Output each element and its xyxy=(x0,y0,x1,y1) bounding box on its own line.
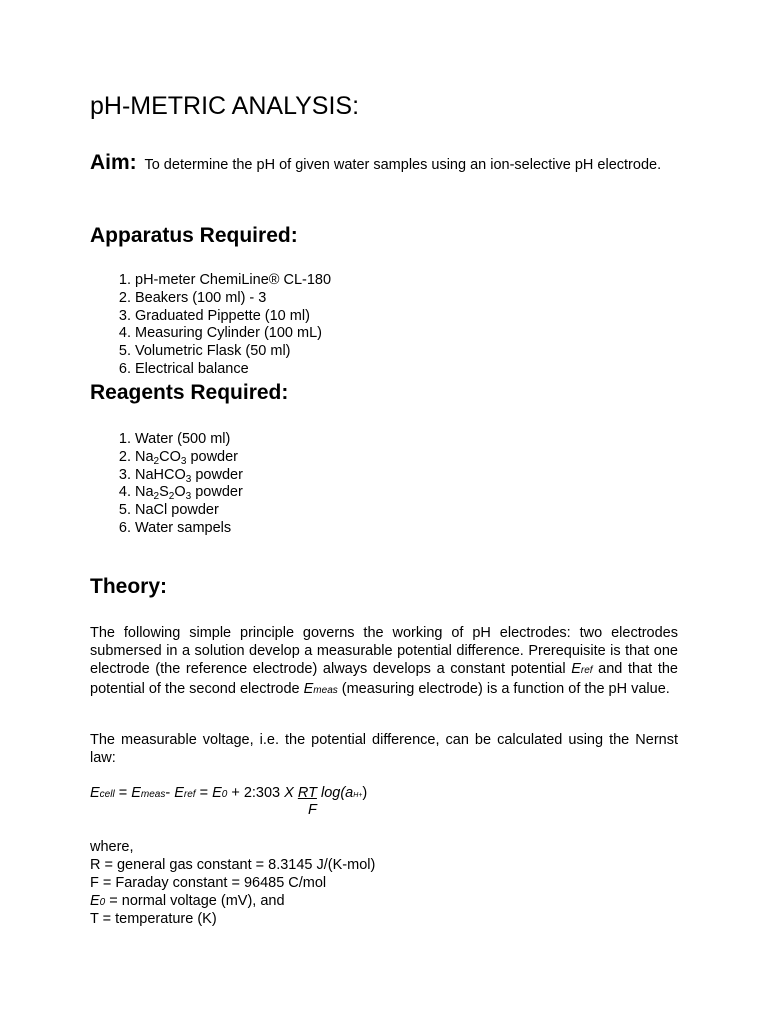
eref-subscript: ref xyxy=(580,665,593,676)
reagent-text: Na xyxy=(135,484,154,501)
def-t: T = temperature (K) xyxy=(90,911,217,927)
times-symbol: X xyxy=(284,785,298,801)
ref-eq-subscript: ref xyxy=(183,789,196,800)
apparatus-item: 5. Volumetric Flask (50 ml) xyxy=(135,343,331,361)
reagent-item xyxy=(135,431,243,449)
emeas-symbol: E xyxy=(303,681,314,697)
formula-subscript: 2 xyxy=(153,491,160,503)
h-subscript: H+ xyxy=(353,792,363,799)
reagent-text: Na xyxy=(135,448,154,465)
reagent-text: NaHCO xyxy=(135,466,186,483)
plus-constant: + 2:303 xyxy=(227,785,285,801)
theory-text-a: The following simple principle governs the working of pH electrodes: two electrodes submersed in a solution develop a measurable potential difference. Prerequisite is that one electrode (the reference electrode) always develops a constant potential xyxy=(90,625,678,677)
reagent-text: Water (500 ml) xyxy=(135,431,231,447)
eref-symbol: E xyxy=(571,661,581,677)
page-title: pH-METRIC ANALYSIS: xyxy=(90,92,360,120)
theory-text-c: (measuring electrode) is a function of the pH value. xyxy=(337,681,670,697)
rt-numerator: RT xyxy=(297,785,317,801)
equals-sign: = xyxy=(114,785,132,801)
reagent-item xyxy=(135,484,243,502)
reagent-item xyxy=(135,467,243,485)
nernst-equation xyxy=(90,785,367,801)
apparatus-item: 3. Graduated Pippette (10 ml) xyxy=(135,308,331,326)
def-r: R = general gas constant = 8.3145 J/(K-mol) xyxy=(90,857,376,873)
activity-symbol: a xyxy=(345,785,354,801)
reagent-text: powder xyxy=(191,466,243,483)
apparatus-item: 1. pH-meter ChemiLine® CL-180 xyxy=(135,272,331,290)
reagent-text: powder xyxy=(191,484,243,501)
def-f: F = Faraday constant = 96485 C/mol xyxy=(90,875,327,891)
theory-paragraph-2: The measurable voltage, i.e. the potential difference, can be calculated using the Nernst law: xyxy=(90,732,678,766)
aim-text: To determine the pH of given water samples using an ion-selective pH electrode. xyxy=(144,157,662,173)
reagent-text: S xyxy=(159,484,169,501)
formula-subscript: 3 xyxy=(185,473,192,485)
f-denominator: F xyxy=(308,802,317,818)
formula-subscript: 3 xyxy=(180,455,187,467)
formula-subscript: 2 xyxy=(153,455,160,467)
cell-subscript: cell xyxy=(99,789,115,800)
e0-definition: = normal voltage (mV), and xyxy=(105,893,285,909)
def-e0 xyxy=(90,892,285,912)
apparatus-list xyxy=(90,272,331,379)
apparatus-item: 2. Beakers (100 ml) - 3 xyxy=(135,290,331,308)
reagents-heading: Reagents Required: xyxy=(90,381,289,404)
minus-sign: - xyxy=(165,785,175,801)
reagent-text: CO xyxy=(159,448,181,465)
theory-text-b: and that the potential of the second electrode xyxy=(90,661,678,697)
reagent-text: O xyxy=(174,484,186,501)
apparatus-heading: Apparatus Required: xyxy=(90,224,298,247)
zero-subscript: 0 xyxy=(221,789,228,800)
ecell-symbol: E xyxy=(90,785,100,801)
close-paren: ) xyxy=(362,785,368,801)
eref-eq-symbol: E xyxy=(174,785,184,801)
e0-subscript: 0 xyxy=(99,897,106,908)
apparatus-item: 4. Measuring Cylinder (100 mL) xyxy=(135,325,331,343)
where-label: where, xyxy=(90,839,134,855)
theory-heading: Theory: xyxy=(90,575,168,598)
reagent-text: Water sampels xyxy=(135,519,232,536)
e0-eq-symbol: E xyxy=(212,785,222,801)
reagent-item xyxy=(135,502,243,520)
log-function: log( xyxy=(316,785,346,801)
reagent-text: NaCl powder xyxy=(135,502,219,519)
apparatus-item: 6. Electrical balance xyxy=(135,361,331,379)
theory-paragraph-1 xyxy=(90,624,678,700)
formula-subscript: 2 xyxy=(168,491,175,503)
reagents-list xyxy=(90,431,243,538)
equals-sign-2: = xyxy=(195,785,213,801)
emeas-subscript: meas xyxy=(313,685,338,696)
aim-label: Aim: xyxy=(90,151,137,174)
aim-section xyxy=(90,153,678,175)
reagent-item xyxy=(135,449,243,467)
emeas-eq-symbol: E xyxy=(131,785,141,801)
reagent-text: powder xyxy=(186,448,239,465)
meas-eq-subscript: meas xyxy=(140,789,166,800)
e0-symbol: E xyxy=(90,893,100,909)
formula-subscript: 3 xyxy=(185,491,192,503)
reagent-item xyxy=(135,520,243,538)
